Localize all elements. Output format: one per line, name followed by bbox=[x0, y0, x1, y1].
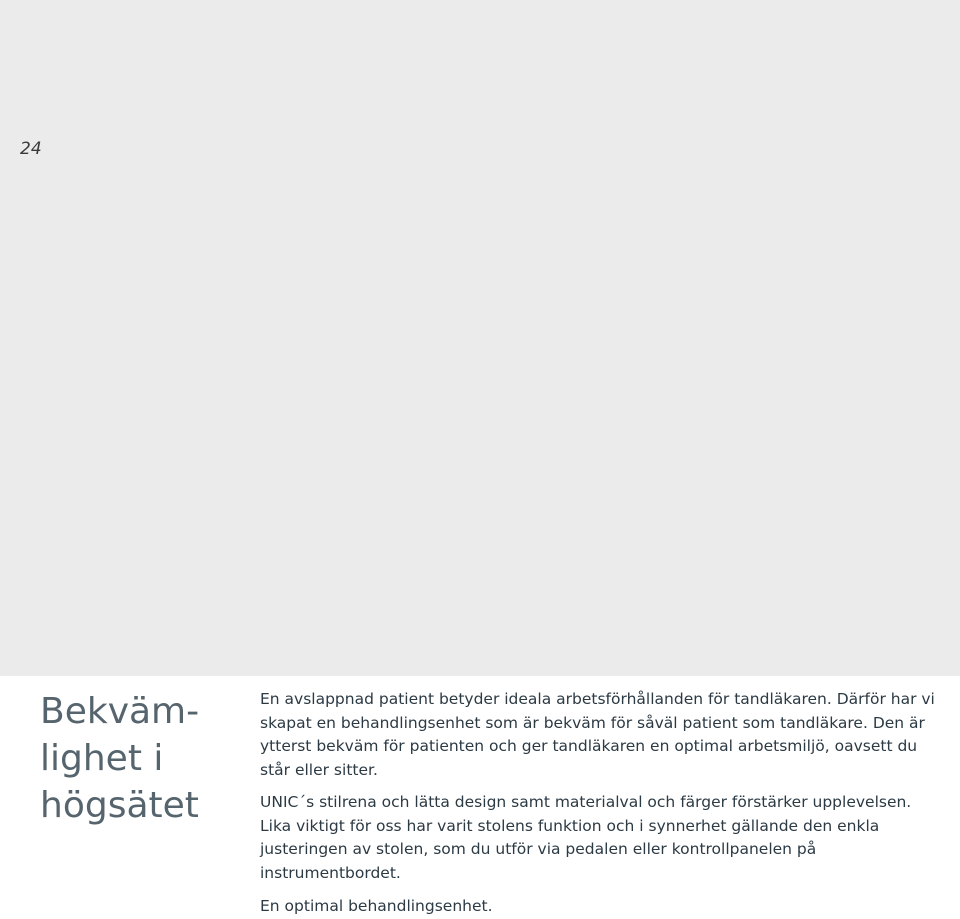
heading-line: högsätet bbox=[40, 785, 199, 826]
heading-line: lighet i bbox=[40, 738, 164, 779]
section-heading bbox=[40, 688, 230, 829]
paragraph-intro: En avslappnad patient betyder ideala arbetsförhållanden för tandläkaren. Därför har vi skapat en behandlingsenhet som är bekväm för såväl patient som tandläkare. Den är ytterst bekväm för patienten och ger tandläkaren en optimal arbetsmiljö, oavsett du står eller sitter. bbox=[260, 690, 935, 779]
heading-line: Bekväm- bbox=[40, 691, 200, 732]
paragraph-closing: En optimal behandlingsenhet. bbox=[260, 897, 493, 915]
paragraph-design: UNIC´s stilrena och lätta design samt materialval och färger förstärker upplevelsen. Lika viktigt för oss har varit stolens funktion och i synnerhet gällande den enkla justeringen av stolen, som du utför via pedalen eller kontrollpanelen på instrumentbordet. bbox=[260, 793, 912, 882]
body-text bbox=[260, 688, 940, 919]
page-number: 24 bbox=[20, 139, 42, 159]
